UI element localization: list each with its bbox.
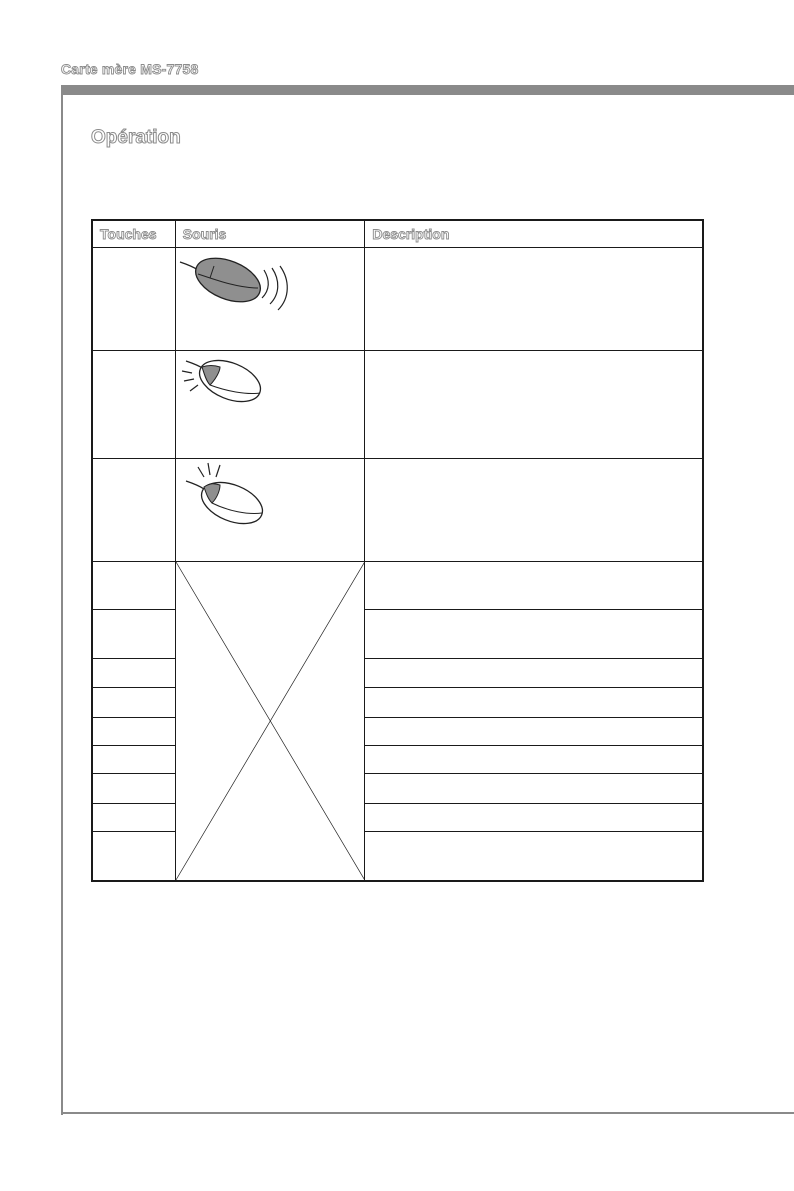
page-header: Carte mère MS-7758 <box>61 61 199 77</box>
mouse-left-click-icon <box>176 351 364 451</box>
description-cell <box>365 350 703 458</box>
table-row <box>92 248 703 351</box>
header-souris: Souris <box>175 220 365 248</box>
description-cell <box>365 248 703 351</box>
mouse-left-click-icon <box>176 459 364 555</box>
key-cell <box>92 803 175 831</box>
section-title: Opération <box>91 127 181 148</box>
mouse-cell <box>175 350 365 458</box>
key-cell <box>92 688 175 717</box>
description-cell <box>365 658 703 687</box>
key-cell <box>92 610 175 658</box>
footer-rule <box>61 1112 794 1114</box>
key-cell <box>92 248 175 351</box>
description-cell <box>365 688 703 717</box>
key-cell <box>92 350 175 458</box>
key-cell <box>92 562 175 610</box>
table-row <box>92 459 703 562</box>
table-header-row <box>92 220 703 248</box>
description-cell <box>365 717 703 745</box>
cross-mark <box>176 562 365 880</box>
header-bar <box>62 85 794 95</box>
header-touches: Touches <box>92 220 175 248</box>
description-cell <box>365 803 703 831</box>
mouse-cell <box>175 459 365 562</box>
key-cell <box>92 745 175 773</box>
description-cell <box>365 562 703 610</box>
key-cell <box>92 658 175 687</box>
description-cell <box>365 610 703 658</box>
operations-table <box>91 219 704 882</box>
key-cell <box>92 774 175 803</box>
key-cell <box>92 459 175 562</box>
description-cell <box>365 832 703 881</box>
left-margin-rule <box>61 85 63 1115</box>
table-row <box>92 562 703 610</box>
empty-mouse-cell <box>175 562 365 881</box>
mouse-move-icon <box>176 248 364 344</box>
description-cell <box>365 745 703 773</box>
description-cell <box>365 774 703 803</box>
header-description: Description <box>365 220 703 248</box>
key-cell <box>92 717 175 745</box>
description-cell <box>365 459 703 562</box>
key-cell <box>92 832 175 881</box>
mouse-cell <box>175 248 365 351</box>
table-row <box>92 350 703 458</box>
